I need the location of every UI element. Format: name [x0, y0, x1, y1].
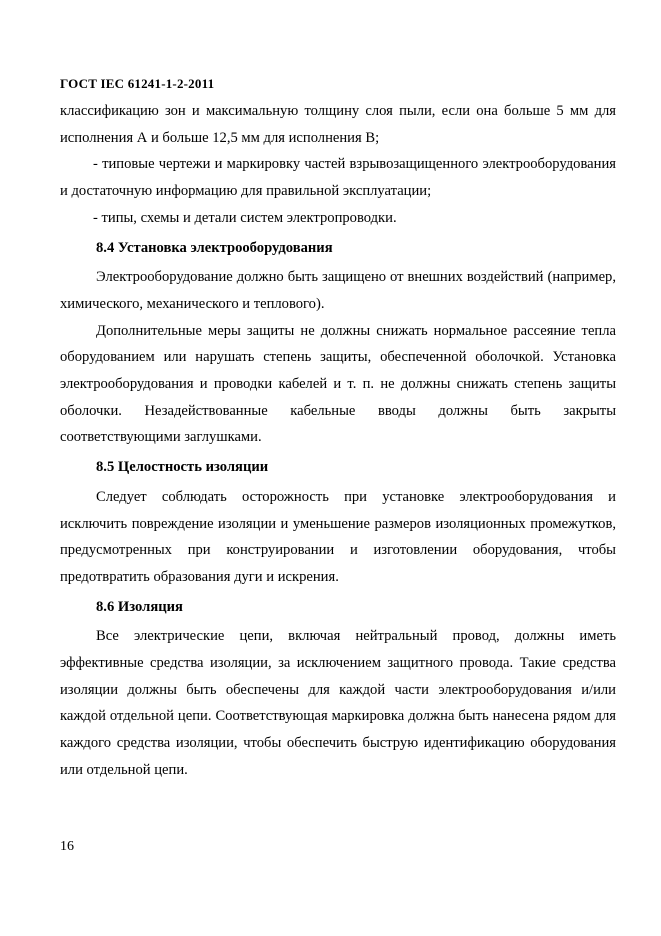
paragraph: Следует соблюдать осторожность при установке электрооборудования и исключить повреждение изоляции и уменьшение размеров изоляционных промежутков, предусмотренных при конструировании и изготовлении оборудования, чтобы предотвратить образования дуги и искрения. [60, 488, 616, 585]
page-number: 16 [60, 839, 74, 854]
section-heading-8-4: 8.4 Установка электрооборудования [96, 239, 333, 256]
list-item: - типы, схемы и детали систем электропроводки. [93, 209, 397, 226]
list-item: - типовые чертежи и маркировку частей взрывозащищенного электрооборудования и достаточную информацию для правильной эксплуатации; [60, 156, 616, 200]
document-header: ГОСТ IEC 61241-1-2-2011 [60, 76, 215, 91]
paragraph: Дополнительные меры защиты не должны снижать нормальное рассеяние тепла оборудованием или нарушать степень защиты, обеспеченной оболочкой. Установка электрооборудования и проводки кабелей и т. п. не должны снижать степень защиты оболочки. Незадействованные кабельные вводы должны быть закрыты соответствующими заглушками. [60, 322, 616, 446]
page-body [60, 98, 616, 784]
paragraph: Все электрические цепи, включая нейтральный провод, должны иметь эффективные средства изоляции, за исключением защитного провода. Такие средства изоляции должны быть обеспечены для каждой части электрооборудования и/или каждой отдельной цепи. Соответствующая маркировка должна быть нанесена рядом для каждого средства изоляции, чтобы обеспечить быструю идентификацию оборудования или отдельной цепи. [60, 628, 616, 778]
section-heading-8-5: 8.5 Целостность изоляции [96, 459, 269, 476]
paragraph-continued: классификацию зон и максимальную толщину слоя пыли, если она больше 5 мм для исполнения А и больше 12,5 мм для исполнения В; [60, 103, 616, 146]
paragraph: Электрооборудование должно быть защищено от внешних воздействий (например, химического, механического и теплового). [60, 269, 616, 312]
section-heading-8-6: 8.6 Изоляция [96, 598, 183, 615]
